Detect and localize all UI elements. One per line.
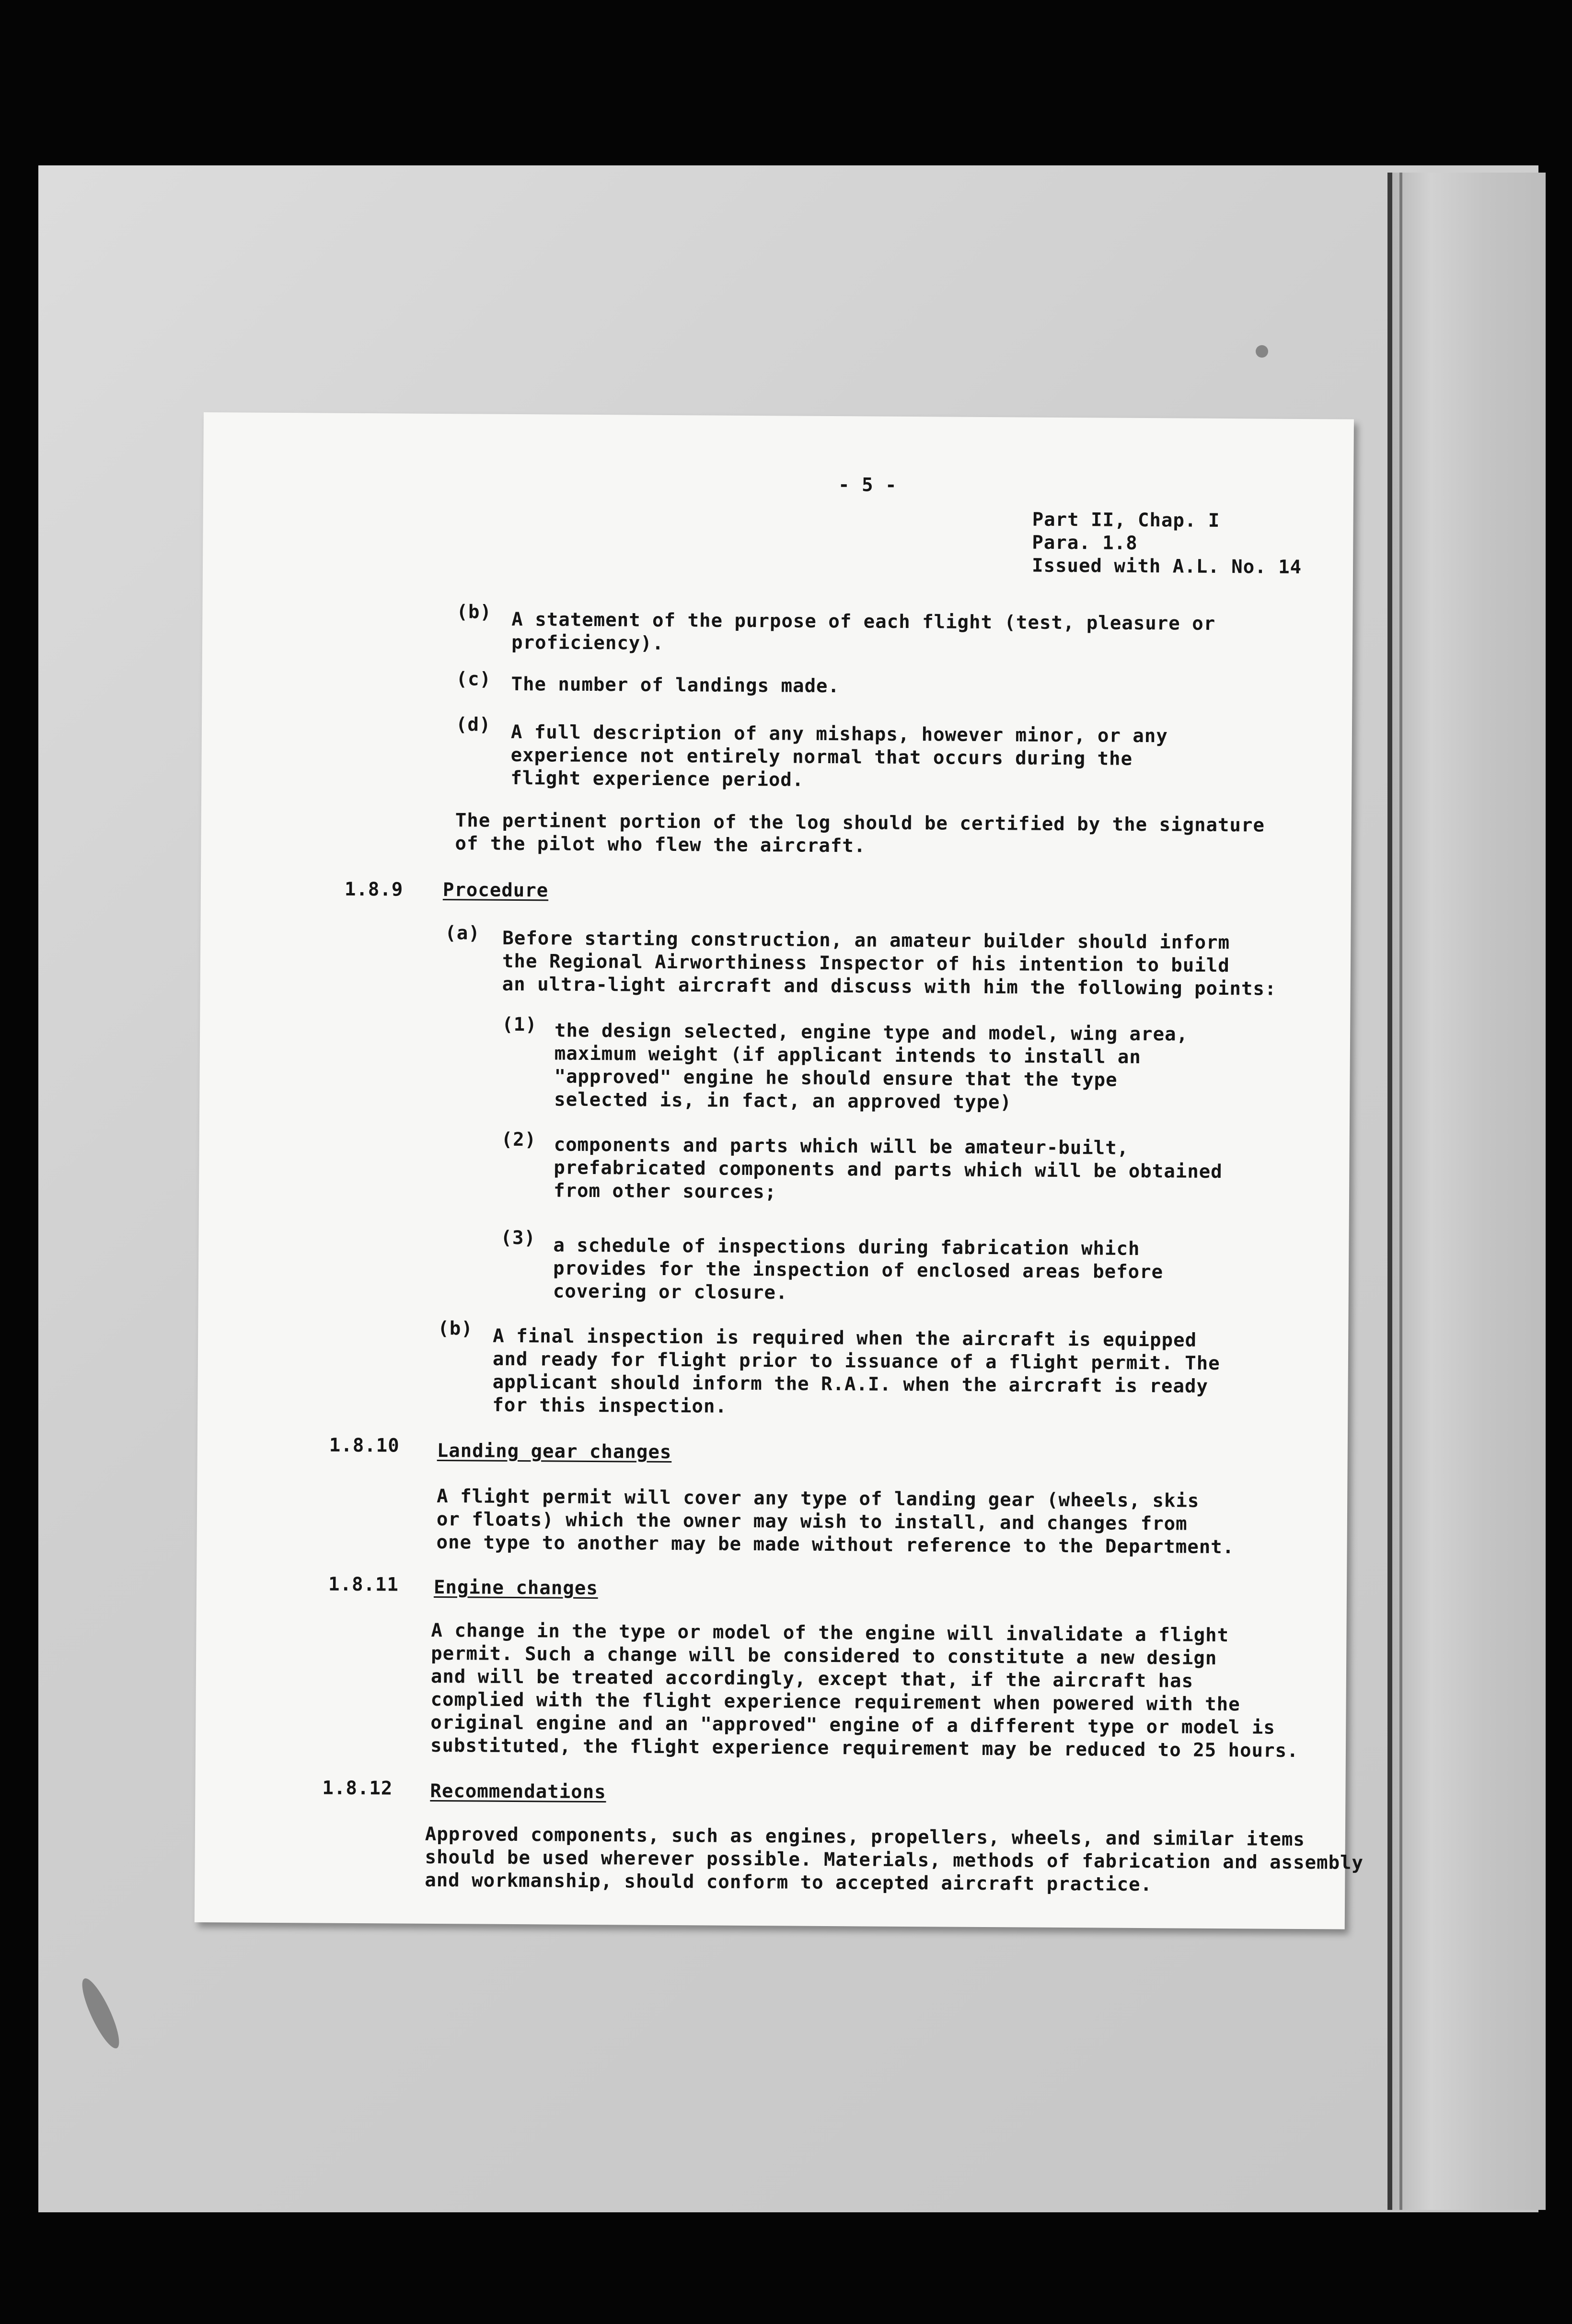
sub-item-text: prefabricated components and parts which will be obtained (554, 1157, 1223, 1183)
sub-item-text: "approved" engine he should ensure that the type (554, 1066, 1118, 1091)
section-paragraph: or floats) which the owner may wish to install, and changes from (436, 1509, 1188, 1535)
sub-item-label: (3) (500, 1227, 536, 1249)
item-label: (d) (455, 714, 491, 736)
sub-item-text: provides for the inspection of enclosed areas before (553, 1257, 1164, 1283)
document-page (195, 412, 1364, 1929)
item-text: and ready for flight prior to issuance of a flight permit. The (492, 1348, 1220, 1374)
section-paragraph: original engine and an "approved" engine of a different type or model is (430, 1711, 1275, 1739)
section-number: 1.8.12 (322, 1777, 393, 1800)
section-heading: Engine changes (433, 1576, 598, 1600)
sub-item-text: covering or closure. (553, 1280, 788, 1304)
section-paragraph: and workmanship, should conform to accepted aircraft practice. (425, 1869, 1153, 1896)
section-paragraph: A change in the type or model of the engine will invalidate a flight (431, 1619, 1229, 1647)
section-number: 1.8.10 (329, 1434, 400, 1457)
sub-item-text: maximum weight (if applicant intends to install an (554, 1043, 1141, 1068)
item-label: (b) (456, 601, 492, 623)
item-text: applicant should inform the R.A.I. when the aircraft is ready (492, 1371, 1209, 1397)
item-text: an ultra-light aircraft and discuss with him the following points: (502, 973, 1277, 1000)
header-issued: Issued with A.L. No. 14 (1031, 555, 1302, 579)
section-paragraph: permit. Such a change will be considered to constitute a new design (431, 1642, 1217, 1669)
section-number: 1.8.11 (328, 1573, 399, 1596)
sub-item-text: selected is, in fact, an approved type) (554, 1089, 1012, 1114)
item-text: The number of landings made. (511, 673, 840, 697)
item-text: Before starting construction, an amateur builder should inform (502, 927, 1230, 954)
item-text: flight experience period. (510, 767, 804, 791)
item-text: experience not entirely normal that occurs during the (510, 744, 1133, 770)
section-paragraph: should be used wherever possible. Materials, methods of fabrication and assembly (425, 1846, 1364, 1874)
header-para: Para. 1.8 (1032, 532, 1138, 554)
smudge-mark (1256, 345, 1268, 358)
section-paragraph: Approved components, such as engines, propellers, wheels, and similar items (425, 1823, 1305, 1851)
sub-item-label: (2) (501, 1128, 537, 1151)
item-label: (b) (438, 1318, 473, 1340)
section-heading: Recommendations (430, 1780, 606, 1803)
sub-item-text: components and parts which will be amateur-built, (554, 1134, 1129, 1159)
section-number: 1.8.9 (344, 878, 404, 901)
backing-board (1387, 173, 1546, 2210)
log-paragraph: of the pilot who flew the aircraft. (455, 833, 866, 857)
board-crease (1399, 173, 1402, 2210)
section-paragraph: substituted, the flight experience requirement may be reduced to 25 hours. (430, 1734, 1299, 1762)
item-text: for this inspection. (492, 1394, 728, 1418)
section-paragraph: A flight permit will cover any type of landing gear (wheels, skis (437, 1486, 1200, 1512)
section-heading: Landing gear changes (437, 1440, 672, 1464)
item-text: the Regional Airworthiness Inspector of his intention to build (502, 950, 1230, 977)
section-paragraph: and will be treated accordingly, except that, if the aircraft has (430, 1665, 1194, 1692)
item-text: A full description of any mishaps, however minor, or any (510, 721, 1168, 747)
section-heading: Procedure (442, 879, 549, 902)
header-chapter: Part II, Chap. I (1032, 509, 1220, 532)
log-paragraph: The pertinent portion of the log should be certified by the signature (455, 810, 1265, 837)
section-paragraph: one type to another may be made without reference to the Department. (436, 1532, 1235, 1558)
sub-item-label: (1) (502, 1013, 537, 1036)
item-text: A final inspection is required when the aircraft is equipped (493, 1325, 1197, 1351)
sub-item-text: the design selected, engine type and model, wing area, (554, 1020, 1189, 1046)
sub-item-text: a schedule of inspections during fabrication which (553, 1234, 1140, 1260)
sub-item-text: from other sources; (553, 1180, 777, 1203)
item-label: (c) (456, 668, 492, 690)
page-number: - 5 - (838, 474, 897, 496)
item-text: proficiency). (511, 631, 664, 654)
item-text: A statement of the purpose of each flight (test, pleasure or (511, 608, 1216, 635)
item-label: (a) (445, 922, 480, 944)
section-paragraph: complied with the flight experience requirement when powered with the (430, 1688, 1240, 1716)
